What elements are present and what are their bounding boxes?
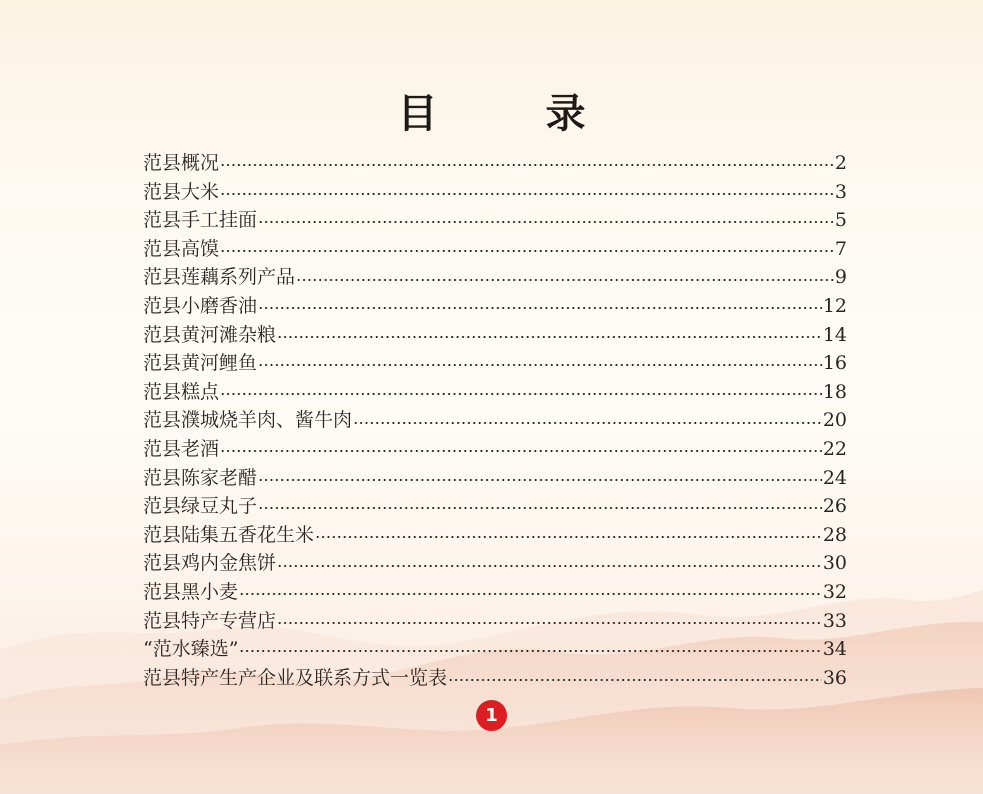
toc-entry-page: 9 [834,266,847,289]
toc-entry-page: 28 [822,523,847,546]
toc-entry-title: 范县高馍 [143,237,220,260]
toc-entry[interactable] [143,491,847,520]
dot-leader [258,507,822,509]
toc-entry[interactable] [143,234,847,263]
toc-entry-page: 22 [822,437,847,460]
toc-entry-page: 36 [822,666,847,689]
dot-leader [258,364,822,366]
toc-entry[interactable] [143,205,847,234]
toc-entry-page: 24 [822,466,847,489]
toc-entry[interactable] [143,291,847,320]
toc-entry-page: 12 [822,294,847,317]
dot-leader [353,422,822,424]
toc-entry-title: 范县陈家老醋 [143,466,258,489]
toc-entry-page: 20 [822,409,847,432]
dot-leader [277,336,822,338]
toc-entry-title: 范县黄河鲤鱼 [143,352,258,375]
dot-leader [296,279,834,281]
toc-entry[interactable] [143,577,847,606]
dot-leader [220,164,834,166]
toc-entry-title: 范县大米 [143,180,220,203]
toc-entry[interactable] [143,377,847,406]
dot-leader [220,250,834,252]
toc-entry[interactable] [143,663,847,692]
toc-entry[interactable] [143,606,847,635]
dot-leader [239,650,821,652]
toc-entry-title: 范县濮城烧羊肉、酱牛肉 [143,409,353,432]
toc-entry[interactable] [143,463,847,492]
toc-entry-page: 30 [822,552,847,575]
toc-entry-title: “范水臻选” [143,638,239,661]
page-number-badge: 1 [476,700,507,731]
page-title: 目 录 [397,90,620,137]
toc-entry-page: 33 [822,609,847,632]
toc-entry-title: 范县绿豆丸子 [143,495,258,518]
toc-entry-page: 16 [822,352,847,375]
dot-leader [220,393,822,395]
toc-entry-page: 7 [834,237,847,260]
toc-entry-title: 范县黑小麦 [143,580,239,603]
toc-entry-title: 范县老酒 [143,437,220,460]
toc-entry[interactable] [143,148,847,177]
toc-entry-page: 3 [834,180,847,203]
toc-entry-title: 范县黄河滩杂粮 [143,323,277,346]
toc-entry-page: 26 [822,495,847,518]
toc-entry-title: 范县概况 [143,152,220,174]
toc-entry-title: 范县手工挂面 [143,209,258,232]
dot-leader [258,307,822,309]
dot-leader [220,450,822,452]
toc-entry-title: 范县糕点 [143,380,220,403]
dot-leader [239,593,822,595]
toc-entry[interactable] [143,262,847,291]
dot-leader [258,479,822,481]
toc-entry[interactable] [143,520,847,549]
toc-entry[interactable] [143,320,847,349]
toc-entry-title: 范县特产专营店 [143,609,277,632]
toc-entry[interactable] [143,634,847,663]
toc-entry[interactable] [143,177,847,206]
toc-entry-title: 范县小磨香油 [143,294,258,317]
dot-leader [315,536,822,538]
toc-entry-page: 5 [834,209,847,232]
toc-entry[interactable] [143,405,847,434]
dot-leader [277,622,822,624]
dot-leader [277,565,822,567]
toc-entry-title: 范县鸡内金焦饼 [143,552,277,575]
toc-entry-title: 范县陆集五香花生米 [143,523,315,546]
dot-leader [258,221,834,223]
toc-entry-page: 2 [834,152,847,174]
toc-entry-title: 范县特产生产企业及联系方式一览表 [143,666,448,689]
toc-entry[interactable] [143,548,847,577]
toc-entry-page: 34 [822,638,847,661]
table-of-contents [143,148,847,691]
toc-entry-title: 范县莲藕系列产品 [143,266,296,289]
toc-entry[interactable] [143,348,847,377]
toc-entry-page: 14 [822,323,847,346]
toc-entry-page: 32 [822,580,847,603]
dot-leader [448,679,822,681]
toc-entry-page: 18 [822,380,847,403]
dot-leader [220,193,834,195]
toc-entry[interactable] [143,434,847,463]
